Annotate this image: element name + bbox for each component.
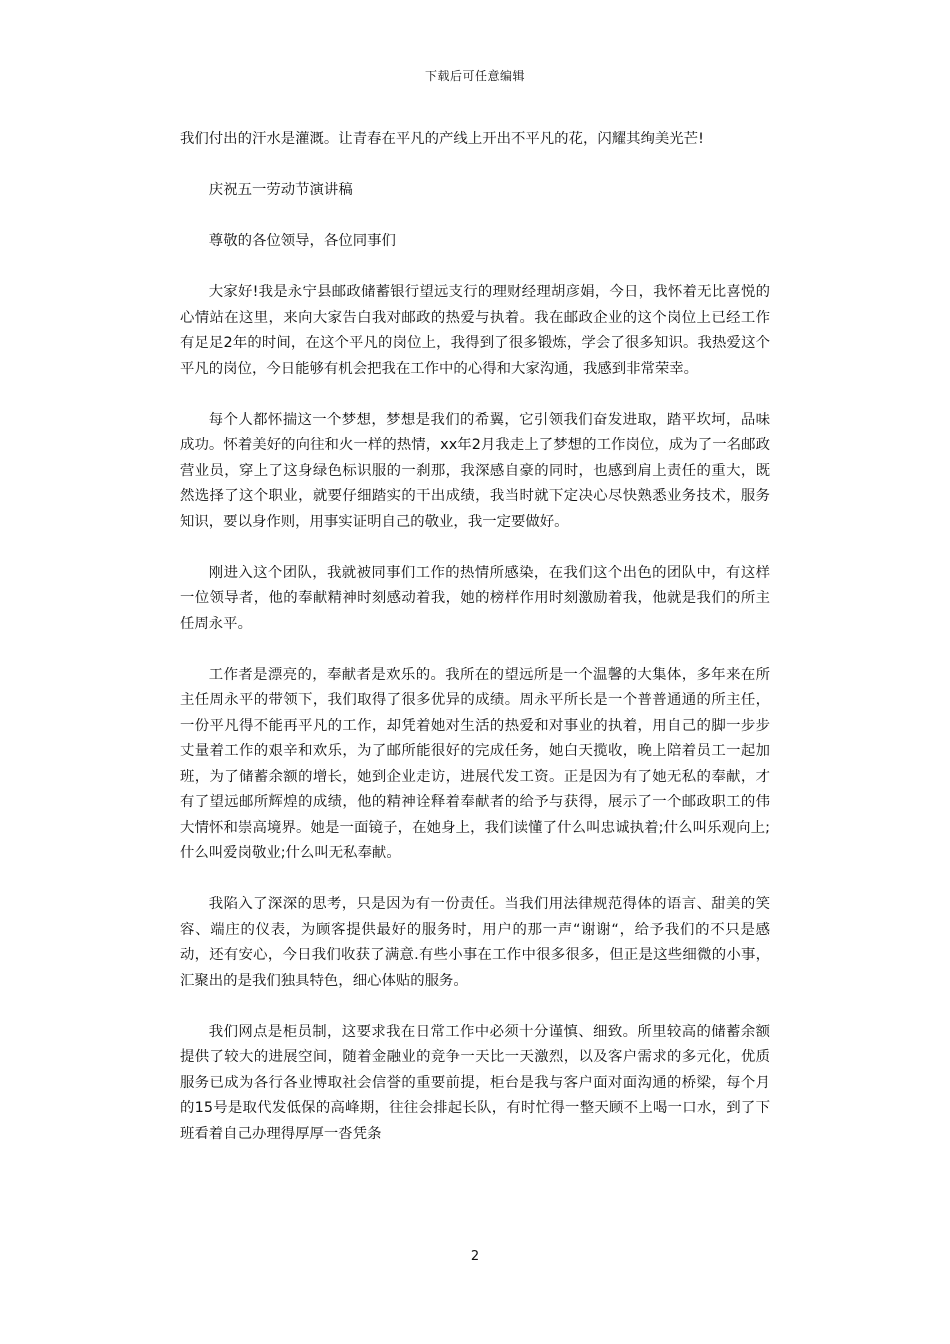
paragraph-responsibility: 我陷入了深深的思考，只是因为有一份责任。当我们用法律规范得体的语言、甜美的笑容、端庄的仪表，为顾客提供最好的服务时，用户的那一声“谢谢“，给予我们的不只是感动，还有安心，今日我们收获了满意.有些小事在工作中很多很多，但正是这些细微的小事，汇聚出的是我们独具特色，细心体贴的服务。 <box>180 896 770 989</box>
page-number: 2 <box>470 1249 480 1264</box>
paragraph-dream: 每个人都怀揣这一个梦想，梦想是我们的希翼，它引领我们奋发进取，踏平坎坷，品味成功。怀着美好的向往和火一样的热情，xx年2月我走上了梦想的工作岗位，成为了一名邮政营业员，穿上了这身绿色标识服的一刹那，我深感自豪的同时，也感到肩上责任的重大，既然选择了这个职业，就要仔细踏实的干出成绩，我当时就下定决心尽快熟悉业务技术，服务知识，要以身作则，用事实证明自己的敬业，我一定要做好。 <box>180 411 770 530</box>
paragraph-dedication: 工作者是漂亮的，奉献者是欢乐的。我所在的望远所是一个温馨的大集体，多年来在所主任周永平的带领下，我们取得了很多优异的成绩。周永平所长是一个普普通通的所主任，一份平凡得不能再平凡的工作，却凭着她对生活的热爱和对事业的执着，用自己的脚一步步丈量着工作的艰辛和欢乐，为了邮所能很好的完成任务，她白天揽收，晚上陪着员工一起加班，为了储蓄余额的增长，她到企业走访，进展代发工资。正是因为有了她无私的奉献，才有了望远邮所辉煌的成绩，他的精神诠释着奉献者的给予与获得，展示了一个邮政职工的伟大情怀和崇高境界。她是一面镜子，在她身上，我们读懂了什么叫忠诚执着;什么叫乐观向上;什么叫爱岗敬业;什么叫无私奉献。 <box>180 666 770 861</box>
document-body <box>180 127 770 1173</box>
paragraph-team: 刚进入这个团队，我就被同事们工作的热情所感染，在我们这个出色的团队中，有这样一位领导者，他的奉献精神时刻感动着我，她的榜样作用时刻激励着我，他就是我们的所主任周永平。 <box>180 564 770 632</box>
speech-title: 庆祝五一劳动节演讲稿 <box>208 182 353 198</box>
page-header: 下载后可任意编辑 <box>424 69 525 83</box>
paragraph-introduction: 大家好!我是永宁县邮政储蓄银行望远支行的理财经理胡彦娟，今日，我怀着无比喜悦的心情站在这里，来向大家告白我对邮政的热爱与执着。我在邮政企业的这个岗位上已经工作有足足2年的时间，在这个平凡的岗位上，我得到了很多锻炼，学会了很多知识。我热爱这个平凡的岗位，今日能够有机会把我在工作中的心得和大家沟通，我感到非常荣幸。 <box>180 284 770 377</box>
salutation: 尊敬的各位领导，各位同事们 <box>208 233 396 249</box>
paragraph-counter-service: 我们网点是柜员制，这要求我在日常工作中必须十分谨慎、细致。所里较高的储蓄余额提供了较大的进展空间，随着金融业的竞争一天比一天激烈，以及客户需求的多元化，优质服务已成为各行各业博取社会信誉的重要前提，柜台是我与客户面对面沟通的桥梁，每个月的15号是取代发低保的高峰期，往往会排起长队，有时忙得一整天顾不上喝一口水，到了下班看着自己办理得厚厚一沓凭条 <box>180 1023 770 1142</box>
paragraph-continued: 我们付出的汗水是灌溉。让青春在平凡的产线上开出不平凡的花，闪耀其绚美光芒! <box>180 131 704 147</box>
